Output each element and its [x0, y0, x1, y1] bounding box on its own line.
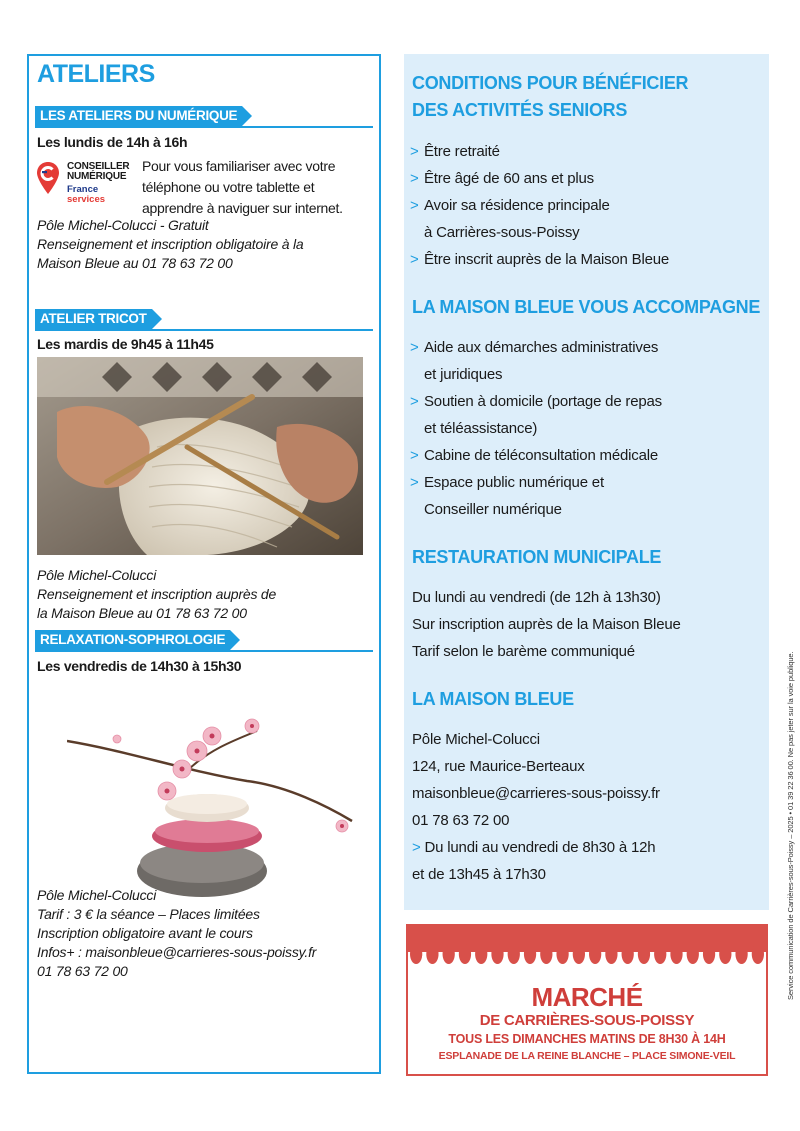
maison-bleue-contact: Pôle Michel-Colucci 124, rue Maurice-Berteaux maisonbleue@carrieres-sous-poissy.fr 01 78 63 72 00 > Du lundi au vendredi de 8h30 à 12h et de 13h45 à 17h30 — [412, 731, 660, 883]
divider — [35, 650, 373, 652]
list-item: > Aide aux démarches administratives — [410, 334, 662, 361]
marche-subtitle: DE CARRIÈRES-SOUS-POISSY — [479, 1012, 695, 1029]
marche-location: ESPLANADE DE LA REINE BLANCHE – PLACE SIMONE-VEIL — [438, 1050, 736, 1062]
chevron-right-icon: > — [410, 393, 419, 410]
numerique-description: Pour vous familiariser avec votre téléphone ou votre tablette et apprendre à naviguer sur internet. — [142, 158, 343, 216]
ateliers-title: ATELIERS — [37, 60, 155, 88]
maison-bleue-title: LA MAISON BLEUE — [412, 689, 574, 709]
tag-atelier-tricot: ATELIER TRICOT — [35, 309, 152, 329]
conditions-title: CONDITIONS POUR BÉNÉFICIER DES ACTIVITÉS SENIORS — [412, 73, 689, 120]
chevron-right-icon: > — [410, 447, 419, 464]
restauration-text: Du lundi au vendredi (de 12h à 13h30) Sur inscription auprès de la Maison Bleue Tarif selon le barème communiqué — [412, 589, 681, 660]
chevron-right-icon: > — [410, 197, 419, 214]
logo-text-france: France — [67, 184, 99, 195]
ateliers-panel — [27, 54, 381, 1074]
numerique-info: Pôle Michel-Colucci - Gratuit Renseignement et inscription obligatoire à la Maison Bleue au 01 78 63 72 00 — [37, 217, 304, 271]
marche-banner — [406, 924, 768, 1076]
chevron-right-icon: > — [410, 251, 419, 268]
list-item: > Avoir sa résidence principale — [410, 192, 669, 219]
list-item: et juridiques — [424, 366, 503, 383]
chevron-right-icon: > — [412, 839, 425, 856]
tag-relaxation-sophrologie: RELAXATION-SOPHROLOGIE — [35, 630, 230, 650]
restauration-title: RESTAURATION MUNICIPALE — [412, 547, 662, 567]
location-pin-icon — [37, 162, 59, 194]
conseiller-numerique-logo — [37, 160, 141, 208]
chevron-right-icon: > — [410, 339, 419, 356]
conditions-list — [410, 138, 669, 273]
market-awning-icon — [408, 926, 766, 974]
email-address: maisonbleue@carrieres-sous-poissy.fr — [412, 785, 660, 802]
knitting-photo — [37, 357, 363, 555]
list-item: à Carrières-sous-Poissy — [424, 224, 580, 241]
logo-text-conseiller: CONSEILLER NUMÉRIQUE — [67, 161, 130, 182]
accompagne-list — [410, 334, 662, 523]
chevron-right-icon: > — [410, 474, 419, 491]
list-item: Conseiller numérique — [424, 501, 562, 518]
list-item: > Soutien à domicile (portage de repas — [410, 388, 662, 415]
chevron-right-icon: > — [410, 143, 419, 160]
divider — [35, 329, 373, 331]
marche-title: MARCHÉ — [531, 982, 643, 1012]
schedule-numerique: Les lundis de 14h à 16h — [37, 134, 188, 150]
tricot-info: Pôle Michel-Colucci Renseignement et inscription auprès de la Maison Bleue au 01 78 63 72 00 — [37, 567, 277, 621]
schedule-relaxation: Les vendredis de 14h30 à 15h30 — [37, 658, 242, 674]
marche-schedule: TOUS LES DIMANCHES MATINS DE 8H30 À 14H — [448, 1032, 726, 1046]
accompagne-title: LA MAISON BLEUE VOUS ACCOMPAGNE — [412, 297, 761, 317]
logo-text-services: services — [67, 194, 106, 205]
list-item: > Cabine de téléconsultation médicale — [410, 442, 662, 469]
zen-stones-image — [67, 711, 357, 901]
relaxation-info: Pôle Michel-Colucci Tarif : 3 € la séance – Places limitées Inscription obligatoire avant le cours Infos+ : maisonbleue@carrieres-sous-poissy.fr 01 78 63 72 00 — [37, 887, 317, 979]
divider — [35, 126, 373, 128]
list-item: > Être inscrit auprès de la Maison Bleue — [410, 246, 669, 273]
list-item: et téléassistance) — [424, 420, 538, 437]
list-item: > Espace public numérique et — [410, 469, 662, 496]
list-item: > Être âgé de 60 ans et plus — [410, 165, 669, 192]
footer-legal-note: Service communication de Carrières-sous-Poissy – 2025 • 01 39 22 36 00. Ne pas jeter sur la voie publique. — [786, 651, 795, 1000]
phone-number: 01 78 63 72 00 — [412, 812, 510, 829]
chevron-right-icon: > — [410, 170, 419, 187]
tag-ateliers-numerique: LES ATELIERS DU NUMÉRIQUE — [35, 106, 242, 126]
info-panel — [404, 54, 769, 910]
list-item: > Être retraité — [410, 138, 669, 165]
schedule-tricot: Les mardis de 9h45 à 11h45 — [37, 336, 214, 352]
